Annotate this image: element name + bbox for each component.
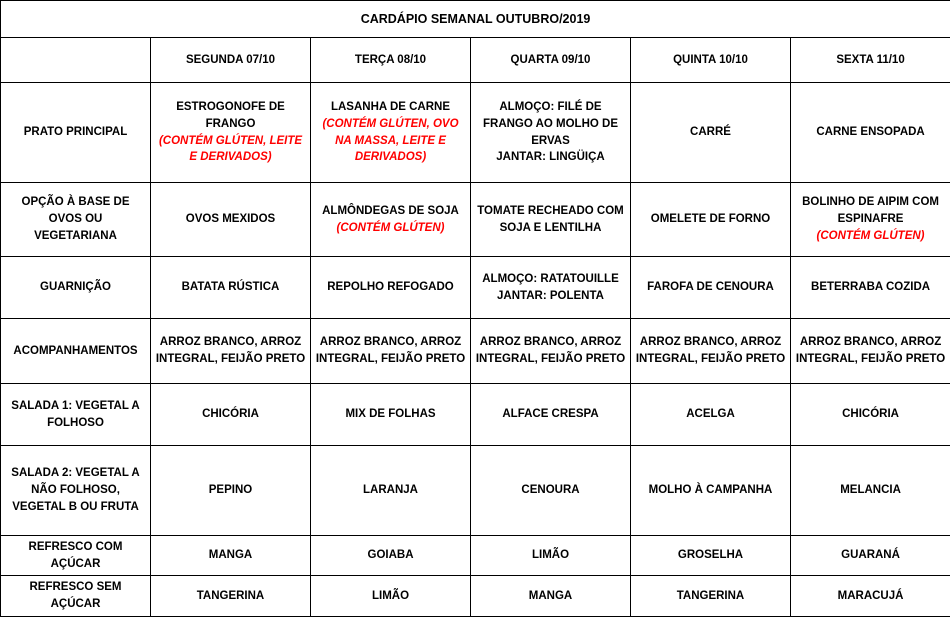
col-header-quarta: QUARTA 09/10	[471, 38, 631, 83]
allergen-note: (CONTÉM GLÚTEN)	[315, 220, 466, 237]
menu-item: TOMATE RECHEADO COM SOJA E LENTILHA	[477, 205, 624, 234]
cell-refresco-sem-sexta	[791, 576, 950, 617]
menu-item: LINGÜIÇA	[549, 151, 605, 163]
page-title: CARDÁPIO SEMANAL OUTUBRO/2019	[1, 1, 950, 38]
menu-item: MELANCIA	[840, 484, 901, 496]
row-label-acompanhamentos: ACOMPANHAMENTOS	[1, 319, 151, 384]
cell-refresco-sem-terca	[311, 576, 471, 617]
cell-prato-quarta	[471, 83, 631, 183]
menu-item: LIMÃO	[372, 590, 409, 602]
title-row	[1, 1, 950, 38]
row-label-salada-1: SALADA 1: VEGETAL A FOLHOSO	[1, 384, 151, 446]
cell-prato-sexta	[791, 83, 950, 183]
menu-item: CARRÉ	[690, 126, 731, 138]
meal-label-almoco: ALMOÇO:	[499, 101, 554, 113]
menu-item: ALMÔNDEGAS DE SOJA	[322, 205, 459, 217]
cell-refresco-com-terca	[311, 536, 471, 576]
row-refresco-sem-acucar	[1, 576, 950, 617]
cell-salada2-quarta	[471, 446, 631, 536]
menu-item: LASANHA DE CARNE	[331, 101, 450, 113]
row-refresco-com-acucar	[1, 536, 950, 576]
row-label-prato-principal: PRATO PRINCIPAL	[1, 83, 151, 183]
cell-acomp-quinta	[631, 319, 791, 384]
cell-acomp-terca	[311, 319, 471, 384]
menu-item: CHICÓRIA	[842, 408, 899, 420]
cell-opcao-terca	[311, 183, 471, 257]
menu-item: BATATA RÚSTICA	[182, 281, 280, 293]
col-header-sexta: SEXTA 11/10	[791, 38, 950, 83]
menu-item: BETERRABA COZIDA	[811, 281, 930, 293]
cell-salada1-segunda	[151, 384, 311, 446]
cell-salada2-terca	[311, 446, 471, 536]
cell-prato-segunda	[151, 83, 311, 183]
cell-salada1-quinta	[631, 384, 791, 446]
menu-item: POLENTA	[550, 290, 604, 302]
menu-item: PEPINO	[209, 484, 252, 496]
cell-acomp-quarta	[471, 319, 631, 384]
cell-salada1-sexta	[791, 384, 950, 446]
menu-item: ARROZ BRANCO, ARROZ INTEGRAL, FEIJÃO PRETO	[636, 336, 785, 365]
row-label-opcao-vegetariana: OPÇÃO À BASE DE OVOS OU VEGETARIANA	[1, 183, 151, 257]
menu-item: LIMÃO	[532, 549, 569, 561]
row-guarnicao	[1, 257, 950, 319]
menu-item: ESTROGONOFE DE FRANGO	[176, 101, 285, 130]
meal-label-almoco: ALMOÇO:	[482, 273, 537, 285]
menu-item: TANGERINA	[197, 590, 265, 602]
menu-item: ALFACE CRESPA	[502, 408, 598, 420]
cell-refresco-com-quinta	[631, 536, 791, 576]
cell-acomp-sexta	[791, 319, 950, 384]
menu-item: FAROFA DE CENOURA	[647, 281, 774, 293]
col-header-terca: TERÇA 08/10	[311, 38, 471, 83]
cell-salada1-terca	[311, 384, 471, 446]
cell-opcao-sexta	[791, 183, 950, 257]
menu-item: ARROZ BRANCO, ARROZ INTEGRAL, FEIJÃO PRETO	[156, 336, 305, 365]
menu-item: OVOS MEXIDOS	[186, 213, 275, 225]
menu-item: RATATOUILLE	[540, 273, 618, 285]
cell-opcao-quinta	[631, 183, 791, 257]
menu-item: GROSELHA	[678, 549, 743, 561]
menu-item: MANGA	[209, 549, 252, 561]
row-label-guarnicao: GUARNIÇÃO	[1, 257, 151, 319]
meal-label-jantar: JANTAR:	[497, 290, 547, 302]
cell-guarnicao-segunda	[151, 257, 311, 319]
corner-cell	[1, 38, 151, 83]
menu-item: LARANJA	[363, 484, 418, 496]
menu-item: ARROZ BRANCO, ARROZ INTEGRAL, FEIJÃO PRETO	[796, 336, 945, 365]
col-header-segunda: SEGUNDA 07/10	[151, 38, 311, 83]
meal-label-jantar: JANTAR:	[496, 151, 546, 163]
cell-salada1-quarta	[471, 384, 631, 446]
menu-item: CENOURA	[521, 484, 579, 496]
menu-item: FILÉ DE FRANGO AO MOLHO DE ERVAS	[483, 101, 618, 146]
cell-opcao-quarta	[471, 183, 631, 257]
row-label-refresco-sem-acucar: REFRESCO SEM AÇÚCAR	[1, 576, 151, 617]
row-salada-1	[1, 384, 950, 446]
menu-item: BOLINHO DE AIPIM COM ESPINAFRE	[802, 196, 939, 225]
menu-item: CHICÓRIA	[202, 408, 259, 420]
cell-refresco-com-segunda	[151, 536, 311, 576]
cell-refresco-com-sexta	[791, 536, 950, 576]
cell-salada2-quinta	[631, 446, 791, 536]
menu-item: OMELETE DE FORNO	[651, 213, 770, 225]
menu-item: MARACUJÁ	[838, 590, 904, 602]
cell-salada2-segunda	[151, 446, 311, 536]
row-prato-principal	[1, 83, 950, 183]
allergen-note: (CONTÉM GLÚTEN, LEITE E DERIVADOS)	[155, 133, 306, 166]
cell-prato-terca	[311, 83, 471, 183]
menu-item: ACELGA	[686, 408, 735, 420]
row-label-salada-2: SALADA 2: VEGETAL A NÃO FOLHOSO, VEGETAL B OU FRUTA	[1, 446, 151, 536]
cell-prato-quinta	[631, 83, 791, 183]
allergen-note: (CONTÉM GLÚTEN, OVO NA MASSA, LEITE E DERIVADOS)	[315, 116, 466, 166]
col-header-quinta: QUINTA 10/10	[631, 38, 791, 83]
cell-opcao-segunda	[151, 183, 311, 257]
cell-refresco-sem-quinta	[631, 576, 791, 617]
menu-item: ARROZ BRANCO, ARROZ INTEGRAL, FEIJÃO PRETO	[476, 336, 625, 365]
menu-item: ARROZ BRANCO, ARROZ INTEGRAL, FEIJÃO PRETO	[316, 336, 465, 365]
menu-item: MANGA	[529, 590, 572, 602]
row-opcao-vegetariana	[1, 183, 950, 257]
header-row	[1, 38, 950, 83]
menu-item: MOLHO À CAMPANHA	[649, 484, 773, 496]
cell-guarnicao-terca	[311, 257, 471, 319]
cell-guarnicao-quinta	[631, 257, 791, 319]
cell-refresco-com-quarta	[471, 536, 631, 576]
cell-refresco-sem-segunda	[151, 576, 311, 617]
menu-item: GUARANÁ	[841, 549, 900, 561]
menu-item: GOIABA	[368, 549, 414, 561]
cell-guarnicao-sexta	[791, 257, 950, 319]
row-salada-2	[1, 446, 950, 536]
allergen-note: (CONTÉM GLÚTEN)	[795, 228, 946, 245]
menu-item: TANGERINA	[677, 590, 745, 602]
cell-salada2-sexta	[791, 446, 950, 536]
row-label-refresco-com-acucar: REFRESCO COM AÇÚCAR	[1, 536, 151, 576]
cell-acomp-segunda	[151, 319, 311, 384]
menu-item: REPOLHO REFOGADO	[327, 281, 454, 293]
menu-item: CARNE ENSOPADA	[816, 126, 924, 138]
cell-guarnicao-quarta	[471, 257, 631, 319]
row-acompanhamentos	[1, 319, 950, 384]
menu-item: MIX DE FOLHAS	[345, 408, 435, 420]
cell-refresco-sem-quarta	[471, 576, 631, 617]
